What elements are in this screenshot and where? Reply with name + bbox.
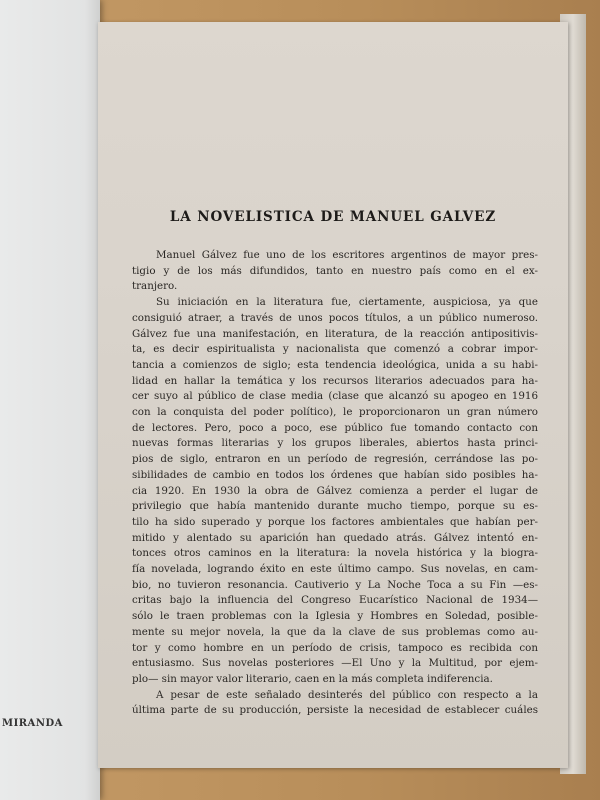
text-line: tranjero. [132,280,178,293]
text-line: mente su mejor novela, la que da la clave de sus problemas como au- [132,625,538,638]
text-line: cia 1920. En 1930 la obra de Gálvez comienza a perder el lugar de [132,484,538,497]
text-line: plo— sin mayor valor literario, caen en la más completa indiferencia. [132,672,493,685]
body-text [132,248,538,719]
text-line: cer suyo al público de clase media (clase que alcanzó su apogeo en 1916 [132,390,538,403]
text-line: de lectores. Pero, poco a poco, ese público fue tomando contacto con [132,421,538,434]
text-line: tilo ha sido superado y porque los factores ambientales que habían per- [132,515,538,528]
text-line: sibilidades de cambio en todos los órdenes que habían sido posibles ha- [132,468,538,481]
text-line: fía novelada, logrando éxito en este último campo. Sus novelas, en cam- [132,563,538,576]
book-page [98,22,568,768]
text-line: mitido y alentado su aparición han quedado atrás. Gálvez intentó en- [132,531,538,544]
text-line: con la conquista del poder político), le proporcionaron un gran número [132,406,538,419]
text-line: tor y como hombre en un período de crisis, tampoco es recibida con [132,641,538,654]
chapter-title: LA NOVELISTICA DE MANUEL GALVEZ [169,209,497,225]
text-line: sólo le traen problemas con la Iglesia y Hombres en Soledad, posible- [132,610,538,623]
text-line: consiguió atraer, a través de unos pocos títulos, a un público numeroso. [132,311,538,324]
text-line: pios de siglo, entraron en un período de regresión, cerrándose las po- [132,453,538,466]
text-line: ta, es decir espiritualista y nacionalista que comenzó a cobrar impor- [132,343,538,356]
left-page [0,0,100,800]
text-line: nuevas formas literarias y los grupos liberales, abiertos hasta princi- [132,437,538,450]
text-line: A pesar de este señalado desinterés del público con respecto a la [156,688,538,701]
text-line: lidad en hallar la temática y los recursos literarios adecuados para ha- [132,374,538,387]
text-line: tigio y de los más difundidos, tanto en nuestro país como en el ex- [132,264,538,277]
text-line: tonces otros caminos en la literatura: la novela histórica y la biogra- [132,547,538,560]
text-line: Gálvez fue una manifestación, en literatura, de la reacción antipositivis- [132,327,538,340]
text-line: Manuel Gálvez fue uno de los escritores argentinos de mayor pres- [156,249,538,261]
text-line: privilegio que había mantenido durante mucho tiempo, porque su es- [132,500,538,513]
text-line: critas bajo la influencia del Congreso Eucarístico Nacional de 1934— [132,594,538,607]
left-page-mark: MIRANDA [2,718,63,729]
text-line: última parte de su producción, persiste la necesidad de establecer cuáles [132,704,538,717]
text-line: Su iniciación en la literatura fue, ciertamente, auspiciosa, ya que [156,296,538,309]
text-line: entusiasmo. Sus novelas posteriores —El Uno y la Multitud, por ejem- [132,657,538,670]
text-line: tancia a comienzos de siglo; esta tendencia ideológica, unida a su habi- [132,358,538,371]
text-line: bio, no tuvieron resonancia. Cautiverio y La Noche Toca a su Fin —es- [132,578,538,591]
